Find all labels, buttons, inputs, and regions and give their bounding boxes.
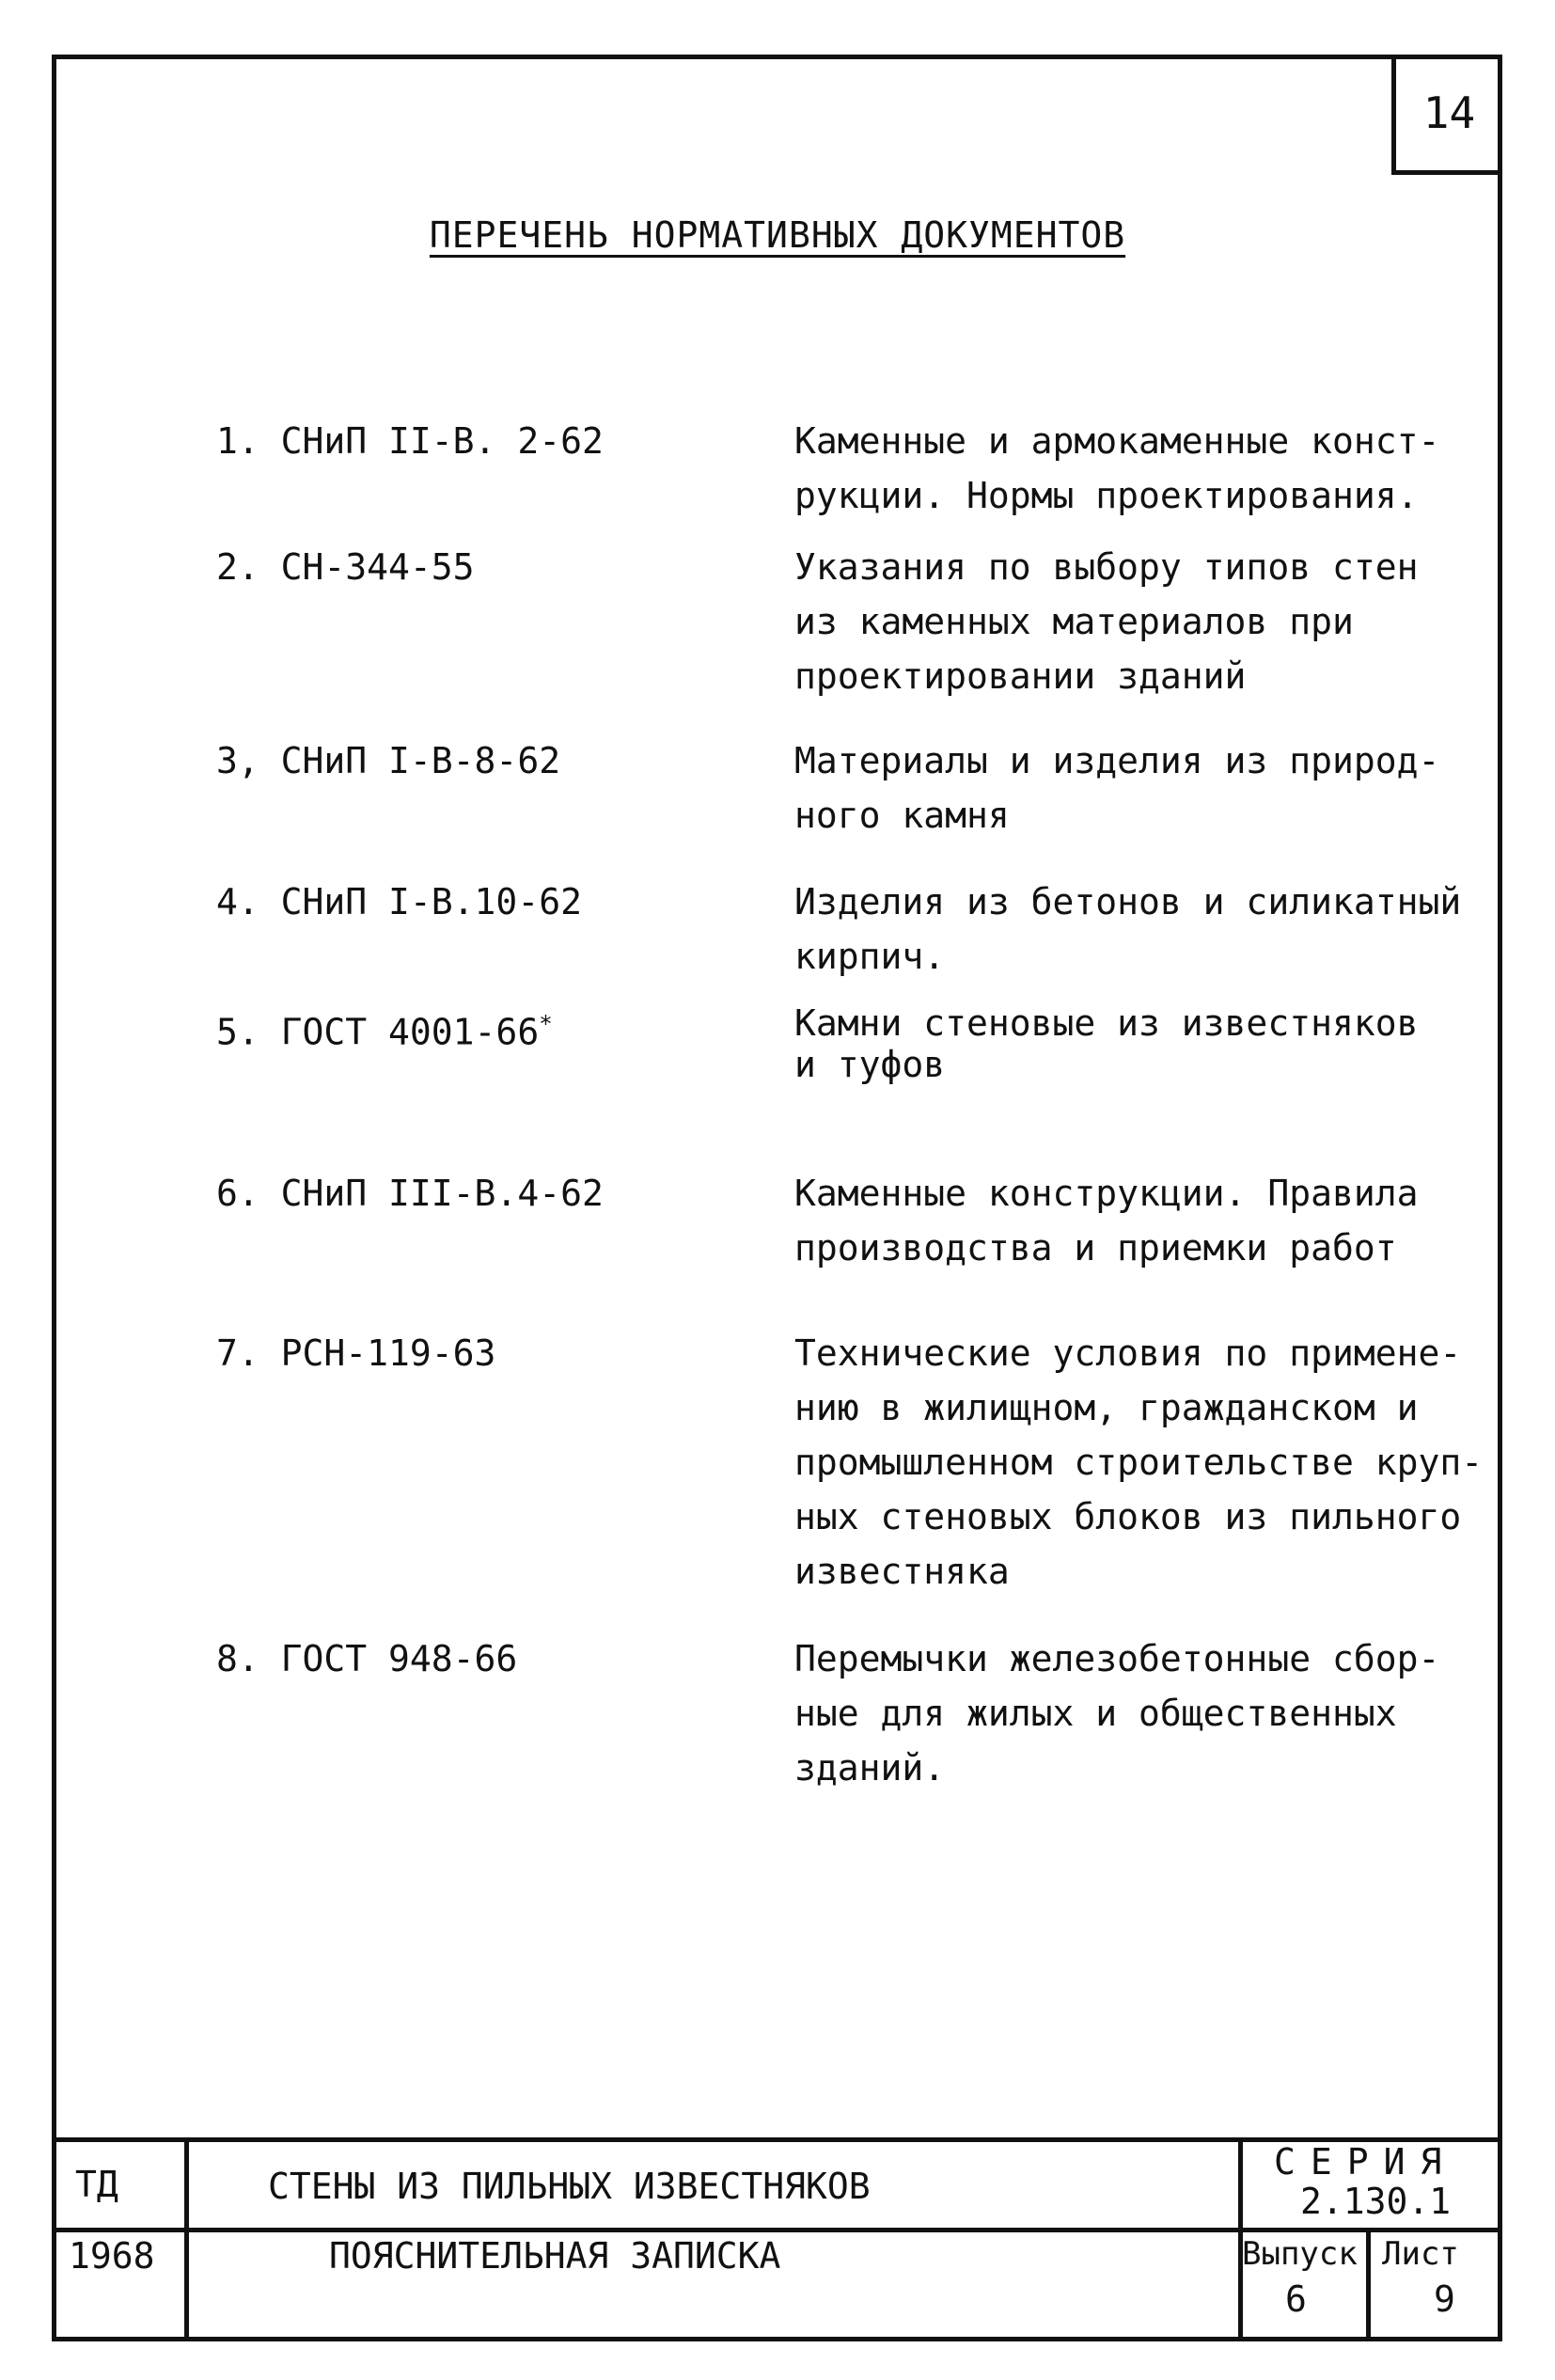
list-item-code: 4. СНиП I-В.10-62 bbox=[216, 881, 582, 922]
list-item-code: 3, СНиП I-В-8-62 bbox=[216, 740, 561, 781]
list-item-code: 8. ГОСТ 948-66 bbox=[216, 1638, 518, 1679]
page-title: ПЕРЕЧЕНЬ НОРМАТИВНЫХ ДОКУМЕНТОВ bbox=[429, 214, 1126, 256]
list-item-code: 5. ГОСТ 4001-66* bbox=[216, 1011, 553, 1053]
list-item-code: 6. СНиП III-В.4-62 bbox=[216, 1173, 604, 1214]
document-subtitle: ПОЯСНИТЕЛЬНАЯ ЗАПИСКА bbox=[329, 2235, 781, 2277]
list-item-desc: Указания по выбору типов стен из каменных материалов при проектировании зданий bbox=[794, 546, 1419, 697]
page-number: 14 bbox=[1391, 55, 1502, 175]
list-item-desc: Камни стеновые из известняков и туфов bbox=[794, 1002, 1419, 1085]
title-block-mid-line bbox=[52, 2228, 1502, 2232]
title-block bbox=[52, 2137, 1502, 2341]
list-item-desc: Технические условия по примене- нию в жилищном, гражданском и промышленном строительстве круп- ных стеновых блоков из пильного известняка bbox=[794, 1332, 1484, 1592]
list-item-desc: Перемычки железобетонные сбор- ные для жилых и общественных зданий. bbox=[794, 1638, 1440, 1789]
list-item-code: 7. РСН-119-63 bbox=[216, 1332, 496, 1374]
list-item-desc: Материалы и изделия из природ- ного камня bbox=[794, 740, 1440, 836]
list-item-desc: Каменные и армокаменные конст- рукции. Нормы проектирования. bbox=[794, 420, 1440, 516]
list-item-code: 2. СН-344-55 bbox=[216, 546, 475, 588]
title-block-divider bbox=[1366, 2228, 1371, 2341]
document-name: СТЕНЫ ИЗ ПИЛЬНЫХ ИЗВЕСТНЯКОВ bbox=[268, 2166, 871, 2207]
list-item-desc: Изделия из бетонов и силикатный кирпич. bbox=[794, 881, 1462, 977]
issue-label: Выпуск bbox=[1242, 2235, 1358, 2273]
series-value: 2.130.1 bbox=[1300, 2181, 1452, 2222]
title-block-divider bbox=[184, 2137, 189, 2341]
list-item-code: 1. СНиП II-В. 2-62 bbox=[216, 420, 604, 462]
issue-value: 6 bbox=[1285, 2278, 1307, 2320]
list-item-desc: Каменные конструкции. Правила производства и приемки работ bbox=[794, 1173, 1419, 1269]
sheet-value: 9 bbox=[1434, 2278, 1455, 2320]
sheet-label: Лист bbox=[1382, 2235, 1459, 2273]
series-label: СЕРИЯ bbox=[1274, 2141, 1457, 2183]
year: 1968 bbox=[69, 2235, 155, 2277]
org-code: ТД bbox=[75, 2164, 118, 2205]
